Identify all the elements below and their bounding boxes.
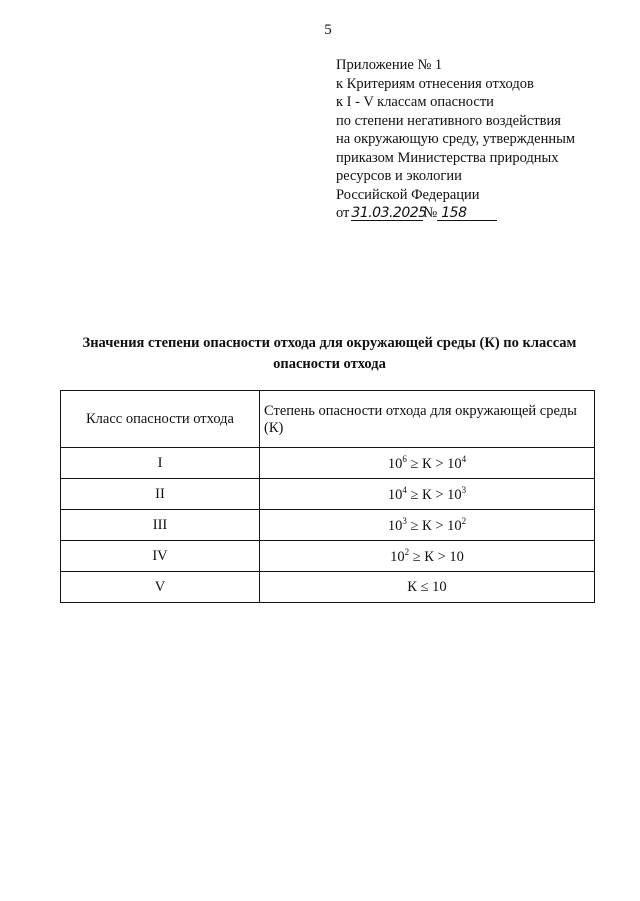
date-prefix: от bbox=[336, 205, 350, 221]
relation: ≥ К > bbox=[410, 486, 444, 503]
hazard-degree-cell bbox=[260, 572, 595, 603]
appendix-date-line bbox=[336, 204, 575, 223]
appendix-line: к Критериям отнесения отходов bbox=[336, 75, 534, 92]
table-row bbox=[61, 479, 595, 510]
base-number: 10 bbox=[447, 517, 462, 534]
lower-exponent: 3 bbox=[461, 484, 467, 495]
hazard-degree-cell bbox=[260, 541, 595, 572]
table-header-row bbox=[61, 391, 595, 448]
appendix-line: Российской Федерации bbox=[336, 186, 480, 203]
lower-exponent: 2 bbox=[461, 515, 467, 526]
table-row bbox=[61, 572, 595, 603]
relation: ≥ К > bbox=[410, 455, 444, 472]
appendix-line: по степени негативного воздействия bbox=[336, 112, 561, 129]
appendix-line: приказом Министерства природных bbox=[336, 149, 559, 166]
base-number: 10 bbox=[387, 455, 403, 472]
document-title: Значения степени опасности отхода для окружающей среды (К) по классам опасности отхода bbox=[82, 335, 577, 372]
lower-exponent: 4 bbox=[461, 453, 467, 464]
hazard-class-cell: IV bbox=[61, 541, 260, 572]
page-number: 5 bbox=[324, 22, 332, 38]
hazard-table bbox=[60, 390, 595, 603]
base-number: 10 bbox=[449, 548, 464, 565]
header-class: Класс опасности отхода bbox=[61, 391, 260, 448]
upper-exponent: 2 bbox=[404, 546, 410, 557]
base-number: 10 bbox=[447, 486, 462, 503]
table-row bbox=[61, 448, 595, 479]
table-row bbox=[61, 510, 595, 541]
relation: ≥ К > bbox=[410, 517, 444, 534]
base-number: 10 bbox=[387, 486, 403, 503]
appendix-line: на окружающую среду, утвержденным bbox=[336, 131, 576, 147]
appendix-line: ресурсов и экологии bbox=[336, 168, 462, 184]
base-number: 10 bbox=[447, 455, 462, 472]
relation: ≥ К > bbox=[412, 548, 446, 565]
hazard-class-cell: I bbox=[61, 448, 260, 479]
hazard-degree-cell bbox=[260, 510, 595, 541]
upper-exponent: 6 bbox=[402, 453, 407, 464]
base-number: 10 bbox=[387, 517, 403, 534]
degree-expression: К ≤ 10 bbox=[407, 578, 447, 595]
number-sign: № bbox=[423, 205, 438, 221]
header-degree: Степень опасности отхода для окружающей среды (К) bbox=[260, 391, 595, 448]
hazard-class-cell: III bbox=[61, 510, 260, 541]
upper-exponent: 3 bbox=[402, 515, 407, 526]
upper-exponent: 4 bbox=[402, 484, 407, 495]
base-number: 10 bbox=[390, 548, 405, 565]
hazard-class-cell: II bbox=[61, 479, 260, 510]
appendix-line: к I - V классам опасности bbox=[336, 94, 494, 110]
appendix-block bbox=[336, 56, 575, 223]
handwritten-date: 31.03.2025 bbox=[351, 205, 427, 221]
hazard-degree-cell bbox=[260, 448, 595, 479]
appendix-line: Приложение № 1 bbox=[336, 57, 443, 73]
table-row bbox=[61, 541, 595, 572]
hazard-degree-cell bbox=[260, 479, 595, 510]
hazard-class-cell: V bbox=[61, 572, 260, 603]
handwritten-number: 158 bbox=[437, 206, 497, 221]
